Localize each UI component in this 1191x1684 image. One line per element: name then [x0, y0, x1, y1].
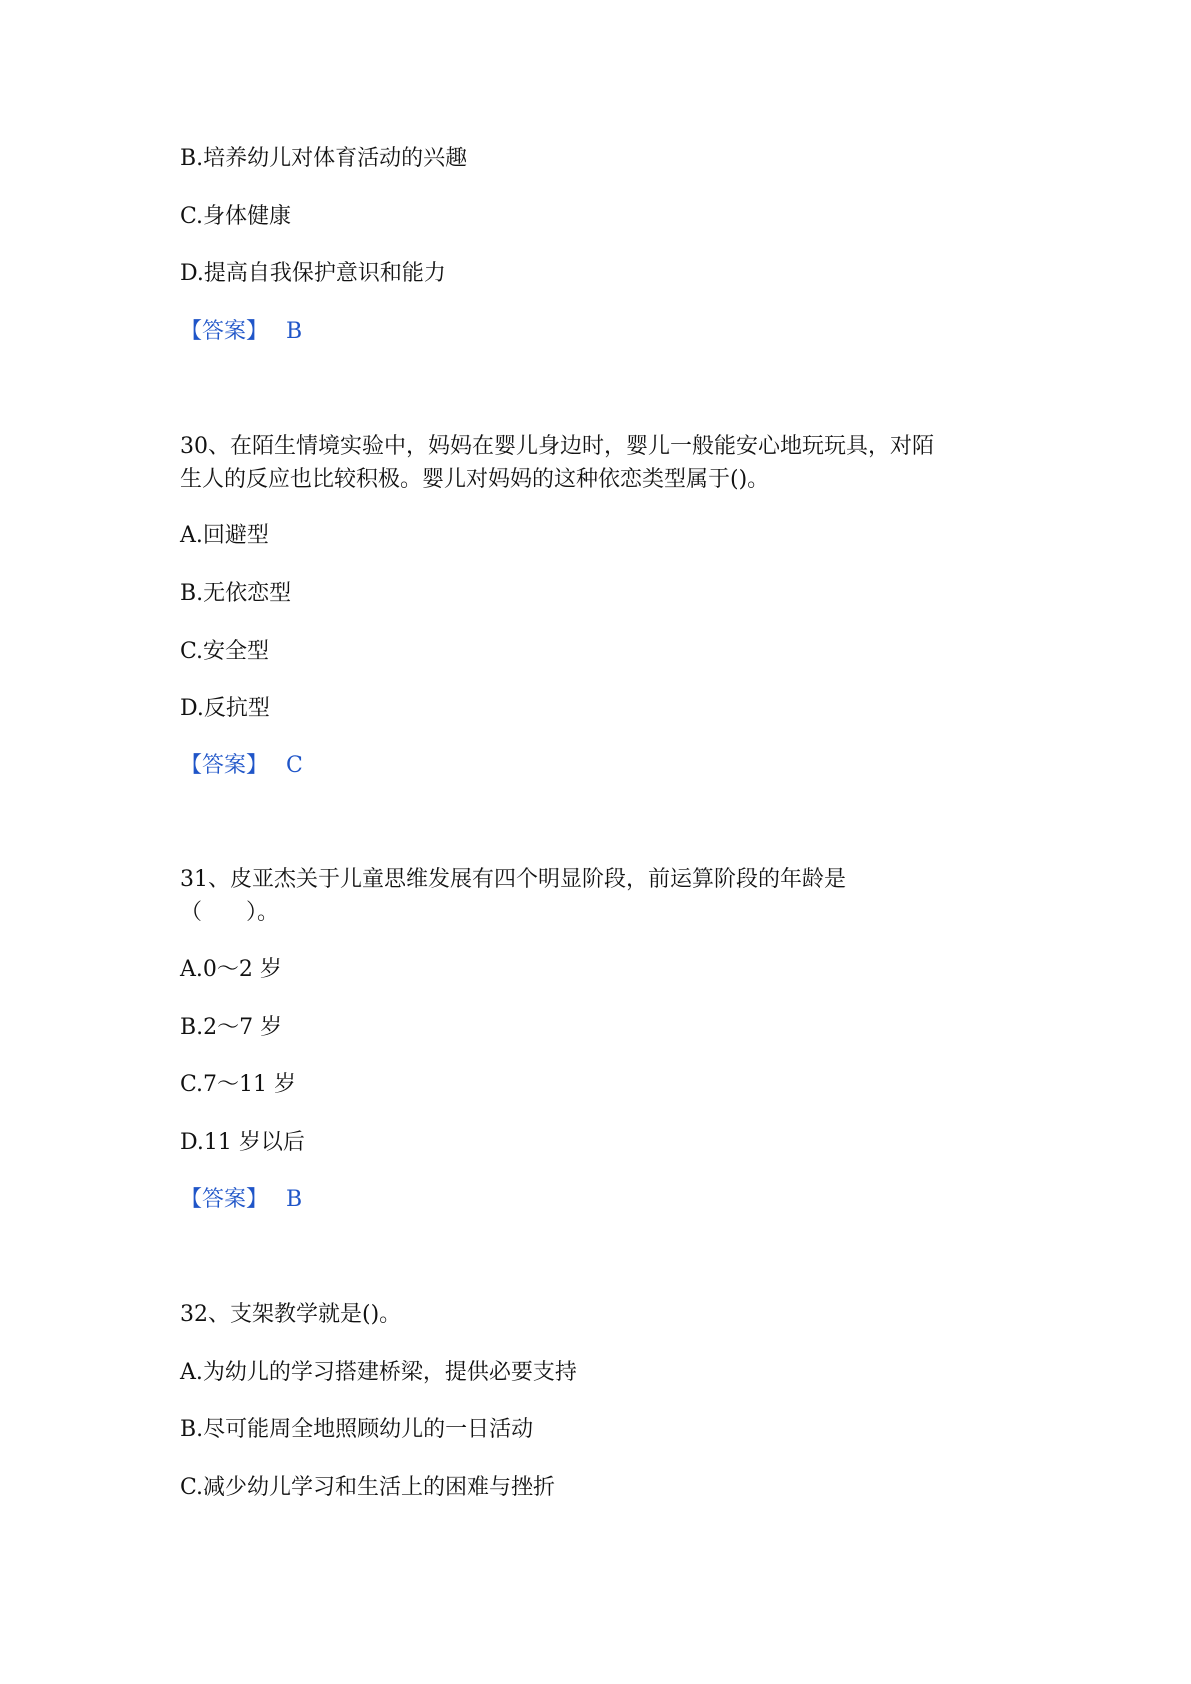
q31-answer [180, 1184, 302, 1216]
q31-option-a: A.0～2 岁 [180, 957, 282, 982]
q29-answer [180, 316, 302, 348]
q29-answer-value: B [286, 319, 303, 344]
q30-answer-label: 【答案】 [180, 753, 269, 778]
q31-stem-line2: （ ）。 [180, 900, 280, 925]
q31-option-d: D.11 岁以后 [180, 1130, 305, 1155]
q31-option-c: C.7～11 岁 [180, 1072, 297, 1097]
q32-stem-line1: 32、支架教学就是()。 [180, 1302, 402, 1327]
q32-option-c: C.减少幼儿学习和生活上的困难与挫折 [180, 1475, 556, 1500]
q31-answer-label: 【答案】 [180, 1187, 269, 1212]
q30-option-d: D.反抗型 [180, 696, 270, 721]
q32-option-a: A.为幼儿的学习搭建桥梁，提供必要支持 [180, 1360, 577, 1385]
q30-option-a: A.回避型 [180, 523, 269, 548]
q29-answer-label: 【答案】 [180, 319, 269, 344]
q31-stem-line1: 31、皮亚杰关于儿童思维发展有四个明显阶段，前运算阶段的年龄是 [180, 867, 846, 892]
q32-option-b: B.尽可能周全地照顾幼儿的一日活动 [180, 1417, 534, 1442]
q30-option-c: C.安全型 [180, 639, 270, 664]
q30-answer [180, 750, 303, 782]
q30-option-b: B.无依恋型 [180, 581, 292, 606]
q30-stem-line1: 30、在陌生情境实验中，妈妈在婴儿身边时，婴儿一般能安心地玩玩具，对陌 [180, 434, 934, 459]
q30-stem-line2: 生人的反应也比较积极。婴儿对妈妈的这种依恋类型属于()。 [180, 467, 770, 492]
q29-option-b: B.培养幼儿对体育活动的兴趣 [180, 146, 468, 171]
q29-option-c: C.身体健康 [180, 204, 292, 229]
q31-option-b: B.2～7 岁 [180, 1015, 283, 1040]
q29-option-d: D.提高自我保护意识和能力 [180, 261, 446, 286]
q30-answer-value: C [286, 753, 303, 778]
q31-answer-value: B [286, 1187, 303, 1212]
